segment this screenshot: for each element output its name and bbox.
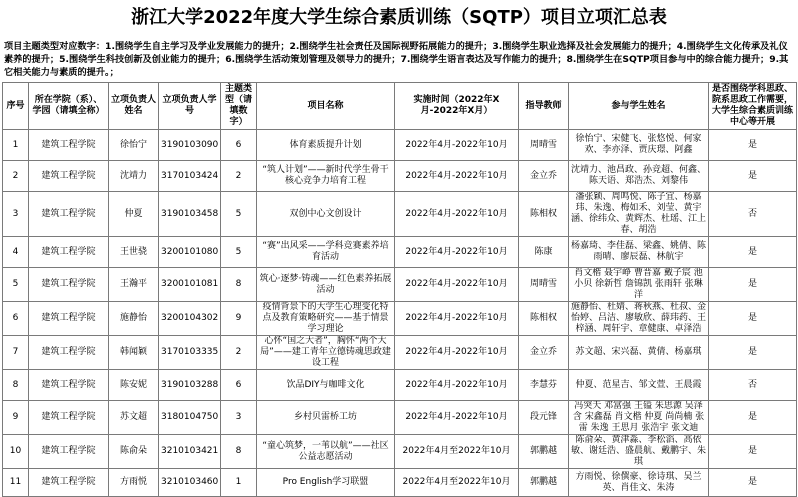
cell-advisor: 段元锋 — [519, 401, 569, 435]
cell-members: 苏文超、宋兴磊、黄倩、杨嘉琪 — [569, 336, 709, 370]
cell-college: 建筑工程学院 — [29, 130, 109, 161]
cell-advisor: 郭鹏越 — [519, 435, 569, 469]
cell-members: 方雨悦、徐僎豪、徐诗琪、吴兰英、肖佳文、朱涛 — [569, 469, 709, 497]
table-header-row — [3, 83, 797, 130]
cell-leader-id: 3180104750 — [159, 401, 221, 435]
cell-theme: 1 — [221, 469, 257, 497]
cell-college: 建筑工程学院 — [29, 435, 109, 469]
header-period: 实施时间（2022年X月-2022年X月） — [395, 83, 519, 130]
table-row — [3, 130, 797, 161]
table-row — [3, 161, 797, 192]
cell-theme: 6 — [221, 370, 257, 401]
cell-advisor: 陈相权 — [519, 302, 569, 336]
cell-center: 是 — [709, 237, 797, 268]
cell-leader-id: 3210103460 — [159, 469, 221, 497]
cell-members: 潘张颖、周鸣悦、陈子宜、杨嘉玮、朱逸、梅如禾、刘莹、黄宇涵、徐纬众、黄辉杰、杜瑶、江上春、胡浩 — [569, 192, 709, 237]
cell-members: 仲夏、范星吉、邹文萱、王晨霞 — [569, 370, 709, 401]
cell-seq: 5 — [3, 268, 29, 302]
cell-college: 建筑工程学院 — [29, 192, 109, 237]
cell-leader: 韩闻颖 — [109, 336, 159, 370]
header-theme: 主题类型（请填数字） — [221, 83, 257, 130]
cell-leader: 陈安妮 — [109, 370, 159, 401]
cell-seq: 3 — [3, 192, 29, 237]
cell-center: 是 — [709, 161, 797, 192]
cell-center: 是 — [709, 336, 797, 370]
cell-project: 饮品DIY与咖啡文化 — [257, 370, 395, 401]
cell-college: 建筑工程学院 — [29, 401, 109, 435]
cell-leader: 方雨悦 — [109, 469, 159, 497]
cell-seq: 6 — [3, 302, 29, 336]
header-center: 是否围绕学科思政、院系思政工作需要，大学生综合素质训练中心等开展 — [709, 83, 797, 130]
cell-leader: 徐怡宁 — [109, 130, 159, 161]
header-members: 参与学生姓名 — [569, 83, 709, 130]
table-row — [3, 469, 797, 497]
cell-period: 2022年4月-2022年10月 — [395, 370, 519, 401]
cell-center: 是 — [709, 268, 797, 302]
header-leader-id: 立项负责人学号 — [159, 83, 221, 130]
cell-theme: 5 — [221, 192, 257, 237]
cell-period: 2022年4月-2022年10月 — [395, 268, 519, 302]
cell-seq: 9 — [3, 401, 29, 435]
cell-seq: 4 — [3, 237, 29, 268]
cell-leader: 仲夏 — [109, 192, 159, 237]
cell-leader: 沈靖力 — [109, 161, 159, 192]
cell-period: 2022年4月至2022年10月 — [395, 469, 519, 497]
table-row — [3, 302, 797, 336]
cell-leader-id: 3210103421 — [159, 435, 221, 469]
cell-leader: 陈俞朵 — [109, 435, 159, 469]
cell-project: Pro English学习联盟 — [257, 469, 395, 497]
cell-center: 否 — [709, 192, 797, 237]
cell-project: 双创中心文创设计 — [257, 192, 395, 237]
cell-theme: 5 — [221, 237, 257, 268]
cell-project: 体育素质提升计划 — [257, 130, 395, 161]
table-row — [3, 237, 797, 268]
theme-type-note: 项目主题类型对应数字：1.围绕学生自主学习及学业发展能力的提升；2.围绕学生社会责任及国际视野拓展能力的提升；3.围绕学生职业选择及社会发展能力的提升；4.围绕学生文化传承及礼仪素养的提升；5.围绕学生科技创新及创业能力的提升；6.围绕学生活动策划管理及领导力的提升；7.围绕学生语言表达及写作能力的提升；8.围绕学生在SQTP项目参与中的综合能力提升；9.其它相关能力与素质的提升。； — [4, 41, 789, 78]
cell-advisor: 周晴雪 — [519, 268, 569, 302]
cell-center: 是 — [709, 130, 797, 161]
cell-period: 2022年4月-2022年10月 — [395, 302, 519, 336]
cell-period: 2022年4月至2022年10月 — [395, 435, 519, 469]
cell-center: 是 — [709, 302, 797, 336]
cell-period: 2022年4月-2022年10月 — [395, 336, 519, 370]
cell-center: 是 — [709, 435, 797, 469]
cell-center: 是 — [709, 469, 797, 497]
cell-leader-id: 3200101081 — [159, 268, 221, 302]
cell-project: 乡村贝雷桥工坊 — [257, 401, 395, 435]
cell-members: 沈靖力、池昌政、孙竞超、何鑫、陈天语、郑浩杰、刘黎伟 — [569, 161, 709, 192]
cell-advisor: 李慧芬 — [519, 370, 569, 401]
cell-center: 是 — [709, 401, 797, 435]
table-row — [3, 401, 797, 435]
cell-college: 建筑工程学院 — [29, 469, 109, 497]
cell-leader-id: 3170103335 — [159, 336, 221, 370]
page-title: 浙江大学2022年度大学生综合素质训练（SQTP）项目立项汇总表 — [131, 7, 667, 28]
cell-advisor: 金立乔 — [519, 336, 569, 370]
cell-leader-id: 3190103458 — [159, 192, 221, 237]
cell-advisor: 郭鹏越 — [519, 469, 569, 497]
cell-members: 杨嘉琦、李佳磊、梁鑫、姚倩、陈雨晴、廖辰磊、林航宇 — [569, 237, 709, 268]
cell-period: 2022年4月-2022年10月 — [395, 237, 519, 268]
table-row — [3, 336, 797, 370]
cell-theme: 3 — [221, 401, 257, 435]
cell-leader-id: 3200101080 — [159, 237, 221, 268]
cell-leader-id: 3170103424 — [159, 161, 221, 192]
table-row — [3, 268, 797, 302]
cell-seq: 7 — [3, 336, 29, 370]
cell-project: 心怀“国之大者”，胸怀“两个大局”——建工青年立德铸魂思政建设工程 — [257, 336, 395, 370]
cell-college: 建筑工程学院 — [29, 336, 109, 370]
cell-leader-id: 3190103090 — [159, 130, 221, 161]
cell-leader-id: 3190103288 — [159, 370, 221, 401]
project-table — [2, 82, 797, 497]
table-row — [3, 370, 797, 401]
cell-theme: 8 — [221, 268, 257, 302]
header-seq: 序号 — [3, 83, 29, 130]
cell-center: 否 — [709, 370, 797, 401]
cell-theme: 2 — [221, 336, 257, 370]
cell-project: “赛”出风采——学科竞赛素养培育活动 — [257, 237, 395, 268]
cell-leader: 王瀚平 — [109, 268, 159, 302]
cell-advisor: 金立乔 — [519, 161, 569, 192]
cell-leader: 施静怡 — [109, 302, 159, 336]
cell-seq: 10 — [3, 435, 29, 469]
cell-college: 建筑工程学院 — [29, 161, 109, 192]
cell-project: 疫情背景下的大学生心理变化特点及教育策略研究——基于情景学习理论 — [257, 302, 395, 336]
header-advisor: 指导教师 — [519, 83, 569, 130]
cell-members: 陈俞朵、黄津淼、李松滔、高依敏、谢廷浩、盛晨航、戴鹏宇、朱琪 — [569, 435, 709, 469]
cell-period: 2022年4月-2022年10月 — [395, 130, 519, 161]
cell-theme: 9 — [221, 302, 257, 336]
cell-project: “筑人计划”——新时代学生骨干核心竞争力培育工程 — [257, 161, 395, 192]
cell-members: 冯突天 邓富强 王镒 朱思源 吴泽含 宋鑫磊 肖文楷 仲夏 尚尚楠 张雷 朱逸 王思月 张浩宇 张文迪 — [569, 401, 709, 435]
cell-college: 建筑工程学院 — [29, 268, 109, 302]
cell-project: 筑心·逐梦·铸魂——红色素养拓展活动 — [257, 268, 395, 302]
cell-period: 2022年4月-2022年10月 — [395, 192, 519, 237]
cell-college: 建筑工程学院 — [29, 370, 109, 401]
cell-theme: 6 — [221, 130, 257, 161]
cell-leader: 王世骁 — [109, 237, 159, 268]
table-row — [3, 192, 797, 237]
cell-seq: 8 — [3, 370, 29, 401]
header-leader: 立项负责人姓名 — [109, 83, 159, 130]
cell-college: 建筑工程学院 — [29, 302, 109, 336]
cell-theme: 2 — [221, 161, 257, 192]
header-project: 项目名称 — [257, 83, 395, 130]
cell-advisor: 陈康 — [519, 237, 569, 268]
cell-seq: 2 — [3, 161, 29, 192]
cell-leader: 苏文超 — [109, 401, 159, 435]
cell-period: 2022年4月-2022年10月 — [395, 161, 519, 192]
cell-theme: 8 — [221, 435, 257, 469]
cell-members: 肖文楷 聂宇峥 曹晋嘉 戴子宸 池小贝 徐新哲 詹锦凯 张雨轩 张琳洋 — [569, 268, 709, 302]
cell-project: “童心筑梦，一苇以航”——社区公益志愿活动 — [257, 435, 395, 469]
table-row — [3, 435, 797, 469]
cell-members: 徐怡宁、宋健飞、张悠悦、何家欢、李亦泽、贾庆璟、阿鑫 — [569, 130, 709, 161]
cell-leader-id: 3200104302 — [159, 302, 221, 336]
cell-advisor: 陈相权 — [519, 192, 569, 237]
cell-seq: 11 — [3, 469, 29, 497]
cell-period: 2022年4月-2022年10月 — [395, 401, 519, 435]
cell-members: 施静怡、杜婧、蒋秋燕、杜叔、金怡婷、吕洁、廖敏欣、薛玮药、王梓涵、周轩宇、章健康、卓泽浩 — [569, 302, 709, 336]
header-college: 所在学院（系）、学园（请填全称） — [29, 83, 109, 130]
cell-college: 建筑工程学院 — [29, 237, 109, 268]
cell-advisor: 周晴雪 — [519, 130, 569, 161]
cell-seq: 1 — [3, 130, 29, 161]
